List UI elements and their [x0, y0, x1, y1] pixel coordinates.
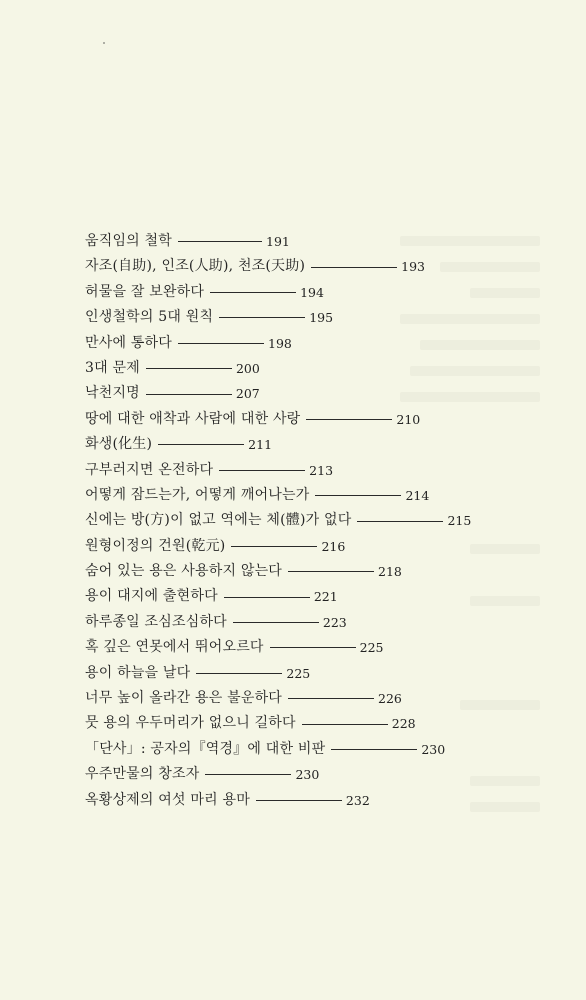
toc-entry-title: 인생철학의 5대 원칙: [85, 309, 214, 326]
dot-leader-line: [178, 241, 262, 242]
dot-leader-line: [288, 698, 374, 699]
toc-entry-title: 자조(自助), 인조(人助), 천조(天助): [85, 258, 306, 275]
toc-entry-page: 216: [321, 538, 346, 554]
toc-entry[interactable]: [85, 534, 555, 559]
toc-entry-title: 혹 깊은 연못에서 뛰어오르다: [85, 639, 264, 656]
toc-entry-page: 200: [235, 360, 260, 376]
toc-entry[interactable]: [85, 331, 555, 356]
toc-entry-title: 옥황상제의 여섯 마리 용마: [85, 791, 250, 808]
toc-entry-page: 191: [266, 234, 290, 249]
toc-entry-title: 신에는 방(方)이 없고 역에는 체(體)가 없다: [85, 512, 352, 529]
toc-entry-page: 215: [447, 513, 472, 529]
toc-entry[interactable]: [85, 305, 555, 330]
toc-entry-page: 194: [300, 284, 324, 300]
toc-entry[interactable]: [85, 584, 555, 609]
table-of-contents: [85, 229, 555, 813]
toc-entry[interactable]: [85, 280, 555, 305]
toc-entry-title: 땅에 대한 애착과 사람에 대한 사랑: [85, 410, 301, 427]
toc-entry-title: 「단사」: 공자의『역경』에 대한 비판: [85, 740, 326, 757]
toc-entry[interactable]: [85, 458, 555, 483]
dot-leader-line: [270, 647, 356, 648]
toc-entry-title: 용이 대지에 출현하다: [85, 588, 218, 605]
toc-entry-page: 198: [268, 335, 292, 351]
dot-leader-line: [357, 521, 443, 522]
toc-entry-page: 193: [401, 259, 425, 275]
toc-entry[interactable]: [85, 407, 555, 432]
dot-leader-line: [146, 394, 232, 395]
dot-leader-line: [219, 470, 305, 471]
toc-entry[interactable]: [85, 559, 555, 584]
dot-leader-line: [196, 673, 282, 674]
toc-entry[interactable]: [85, 483, 555, 508]
toc-entry-page: 232: [345, 792, 370, 808]
toc-entry-page: 225: [359, 640, 384, 656]
dot-leader-line: [146, 368, 232, 369]
toc-entry-page: 225: [286, 665, 311, 681]
toc-entry-page: 226: [378, 691, 402, 707]
dot-leader-line: [219, 317, 305, 318]
toc-entry[interactable]: [85, 508, 555, 533]
toc-entry-title: 우주만물의 창조자: [85, 766, 200, 783]
toc-entry-title: 3대 문제: [85, 359, 140, 376]
toc-entry[interactable]: [85, 635, 555, 660]
toc-entry-title: 뭇 용의 우두머리가 없으니 길하다: [85, 715, 296, 732]
toc-entry[interactable]: [85, 254, 555, 279]
toc-entry-title: 낙천지명: [85, 385, 140, 402]
dot-leader-line: [178, 343, 264, 344]
dot-leader-line: [210, 292, 296, 293]
toc-entry-title: 하루종일 조심조심하다: [85, 613, 227, 630]
toc-entry[interactable]: [85, 661, 555, 686]
toc-entry-page: 228: [391, 716, 416, 732]
toc-entry-page: 223: [322, 614, 347, 630]
toc-entry-page: 218: [378, 564, 402, 580]
toc-entry-title: 화생(化生): [85, 436, 153, 453]
dot-leader-line: [256, 800, 342, 801]
toc-entry[interactable]: [85, 788, 555, 813]
page-speck: [103, 42, 105, 44]
toc-entry-page: 230: [421, 741, 446, 757]
toc-entry-page: 211: [248, 437, 273, 453]
toc-entry-title: 어떻게 잠드는가, 어떻게 깨어나는가: [85, 486, 310, 503]
toc-entry-title: 숨어 있는 용은 사용하지 않는다: [85, 563, 283, 580]
dot-leader-line: [233, 622, 319, 623]
toc-entry[interactable]: [85, 381, 555, 406]
toc-entry-title: 원형이정의 건원(乾元): [85, 537, 226, 554]
dot-leader-line: [311, 267, 397, 268]
toc-entry-page: 195: [309, 310, 334, 326]
toc-entry[interactable]: [85, 432, 555, 457]
dot-leader-line: [231, 546, 317, 547]
toc-entry-title: 너무 높이 올라간 용은 불운하다: [85, 690, 283, 707]
dot-leader-line: [306, 419, 392, 420]
toc-entry[interactable]: [85, 686, 555, 711]
toc-entry-page: 213: [309, 462, 334, 478]
toc-entry-page: 230: [295, 767, 320, 783]
toc-entry[interactable]: [85, 610, 555, 635]
toc-entry-title: 움직임의 철학: [85, 233, 172, 249]
dot-leader-line: [205, 774, 291, 775]
toc-entry-page: 210: [396, 411, 421, 427]
toc-entry-title: 용이 하늘을 날다: [85, 664, 191, 681]
toc-entry[interactable]: [85, 356, 555, 381]
dot-leader-line: [224, 597, 310, 598]
dot-leader-line: [288, 571, 374, 572]
toc-entry-title: 만사에 통하다: [85, 334, 172, 351]
toc-entry-title: 허물을 잘 보완하다: [85, 283, 205, 300]
dot-leader-line: [302, 724, 388, 725]
toc-entry-page: 221: [313, 589, 338, 605]
dot-leader-line: [158, 444, 244, 445]
dot-leader-line: [331, 749, 417, 750]
toc-entry-title: 구부러지면 온전하다: [85, 461, 214, 478]
toc-entry[interactable]: [85, 762, 555, 787]
toc-entry[interactable]: [85, 229, 555, 254]
toc-entry[interactable]: [85, 711, 555, 736]
toc-entry-page: 214: [405, 487, 430, 503]
toc-entry-page: 207: [235, 386, 260, 402]
toc-entry[interactable]: [85, 737, 555, 762]
dot-leader-line: [315, 495, 401, 496]
